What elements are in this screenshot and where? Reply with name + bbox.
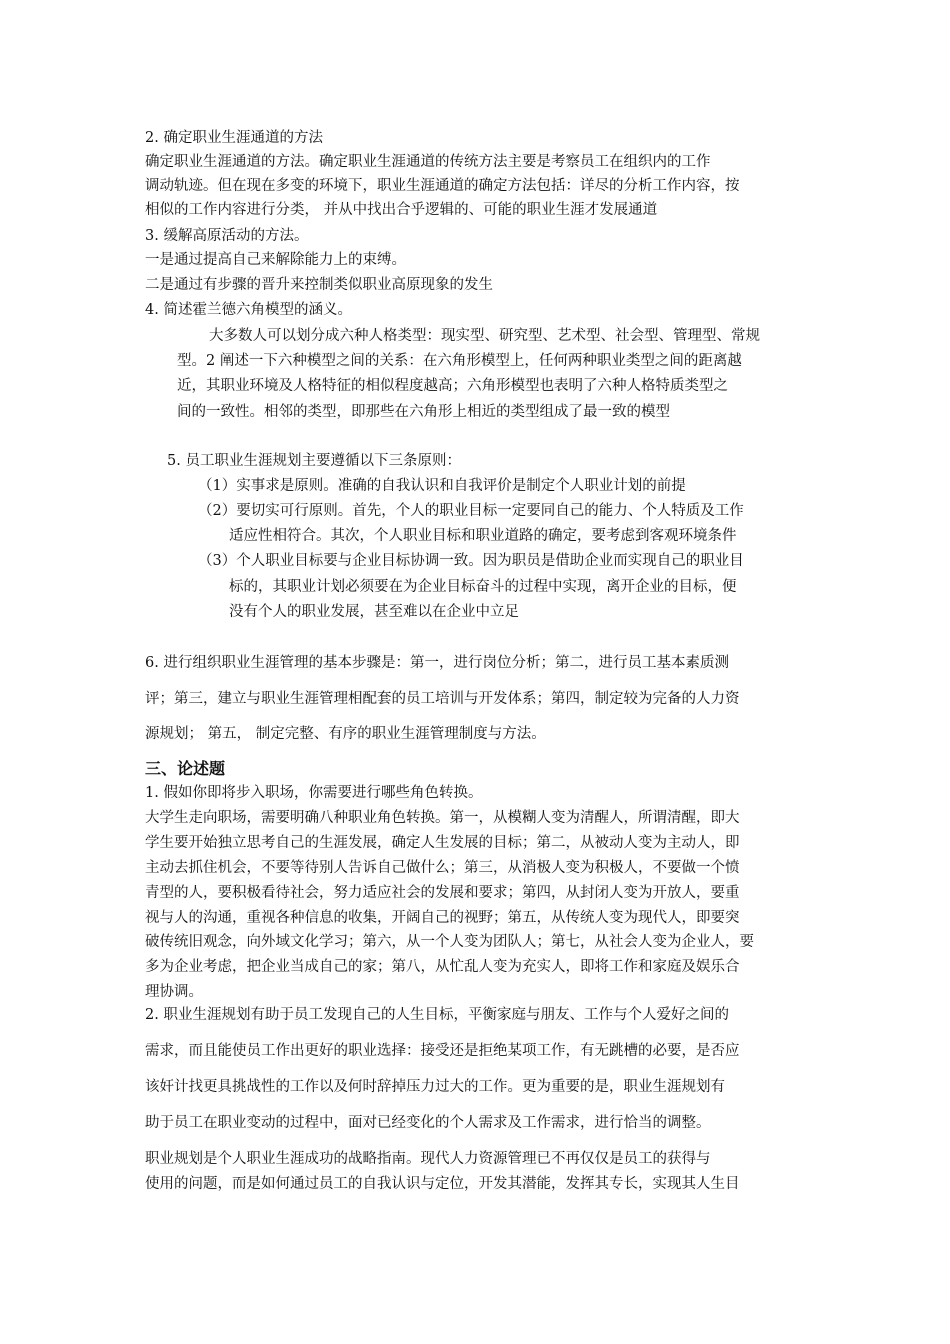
part-3-heading: 三、论述题 — [145, 759, 226, 778]
section-4-line: 近，其职业环境及人格特征的相似程度越高；六角形模型也表明了六种人格特质类型之 — [177, 378, 728, 394]
answer-2-line: 2. 职业生涯规划有助于员工发现自己的人生目标，平衡家庭与朋友、工作与个人爱好之间的 — [145, 1007, 729, 1023]
section-3-line: 二是通过有步骤的晋升来控制类似职业高原现象的发生 — [145, 277, 493, 293]
answer-1-line: 多为企业考虑，把企业当成自己的家；第八，从忙乱人变为充实人，即将工作和家庭及娱乐合 — [145, 959, 740, 975]
section-5-title: 5. 员工职业生涯规划主要遵循以下三条原则： — [167, 453, 461, 469]
answer-2-line: 使用的问题，而是如何通过员工的自我认识与定位，开发其潜能，发挥其专长，实现其人生目 — [145, 1176, 740, 1192]
principle-1: （1）实事求是原则。准确的自我认识和自我评价是制定个人职业计划的前提 — [198, 478, 686, 494]
section-4-line: 大多数人可以划分成六种人格类型：现实型、研究型、艺术型、社会型、管理型、常规 — [209, 328, 760, 344]
section-6-line: 6. 进行组织职业生涯管理的基本步骤是：第一，进行岗位分析；第二，进行员工基本素质测 — [145, 655, 729, 671]
answer-2-line: 助于员工在职业变动的过程中，面对已经变化的个人需求及工作需求，进行恰当的调整。 — [145, 1115, 711, 1131]
principle-3-line: 没有个人的职业发展，甚至难以在企业中立足 — [229, 604, 519, 620]
section-3-title: 3. 缓解高原活动的方法。 — [145, 228, 309, 244]
answer-1-line: 大学生走向职场，需要明确八种职业角色转换。第一，从模糊人变为清醒人，所谓清醒，即大 — [145, 810, 740, 826]
section-6-line: 源规划； 第五， 制定完整、有序的职业生涯管理制度与方法。 — [145, 726, 546, 742]
section-4-line: 型。2 阐述一下六种模型之间的关系：在六角形模型上，任何两种职业类型之间的距离越 — [177, 353, 742, 369]
answer-1-line: 视与人的沟通，重视各种信息的收集，开阔自己的视野；第五，从传统人变为现代人，即要突 — [145, 910, 740, 926]
section-4-title: 4. 简述霍兰德六角模型的涵义。 — [145, 302, 352, 318]
answer-1-line: 青型的人，要积极看待社会，努力适应社会的发展和要求；第四，从封闭人变为开放人，要重 — [145, 885, 740, 901]
answer-1-line: 破传统旧观念，向外域文化学习；第六，从一个人变为团队人；第七，从社会人变为企业人，要 — [145, 934, 754, 950]
answer-1-line: 理协调。 — [145, 984, 203, 1000]
answer-2-line: 需求，而且能使员工作出更好的职业选择：接受还是拒绝某项工作，有无跳槽的必要，是否应 — [145, 1043, 740, 1059]
answer-2-line: 职业规划是个人职业生涯成功的战略指南。现代人力资源管理已不再仅仅是员工的获得与 — [145, 1151, 711, 1167]
principle-2-line: （2）要切实可行原则。首先，个人的职业目标一定要同自己的能力、个人特质及工作 — [198, 503, 744, 519]
answer-1-line: 主动去抓住机会，不要等待别人告诉自己做什么；第三，从消极人变为积极人，不要做一个愤 — [145, 860, 740, 876]
question-1-title: 1. 假如你即将步入职场，你需要进行哪些角色转换。 — [145, 785, 483, 801]
section-2-title: 2. 确定职业生涯通道的方法 — [145, 130, 323, 146]
principle-3-line: （3）个人职业目标要与企业目标协调一致。因为职员是借助企业而实现自己的职业目 — [198, 553, 744, 569]
section-2-line: 相似的工作内容进行分类， 并从中找出合乎逻辑的、可能的职业生涯才发展通道 — [145, 202, 658, 218]
section-2-line: 确定职业生涯通道的方法。确定职业生涯通道的传统方法主要是考察员工在组织内的工作 — [145, 154, 711, 170]
answer-1-line: 学生要开始独立思考自己的生涯发展，确定人生发展的目标；第二，从被动人变为主动人，即 — [145, 835, 740, 851]
section-3-line: 一是通过提高自己来解除能力上的束缚。 — [145, 252, 406, 268]
section-6-line: 评；第三，建立与职业生涯管理相配套的员工培训与开发体系；第四，制定较为完备的人力资 — [145, 691, 740, 707]
principle-3-line: 标的，其职业计划必须要在为企业目标奋斗的过程中实现，离开企业的目标，便 — [229, 579, 737, 595]
section-4-line: 间的一致性。相邻的类型，即那些在六角形上相近的类型组成了最一致的模型 — [177, 404, 670, 420]
principle-2-line: 适应性相符合。其次，个人职业目标和职业道路的确定，要考虑到客观环境条件 — [229, 528, 737, 544]
section-2-line: 调动轨迹。但在现在多变的环境下，职业生涯通道的确定方法包括：详尽的分析工作内容，按 — [145, 178, 740, 194]
answer-2-line: 该奸计找更具挑战性的工作以及何时辞掉压力过大的工作。更为重要的是，职业生涯规划有 — [145, 1079, 725, 1095]
